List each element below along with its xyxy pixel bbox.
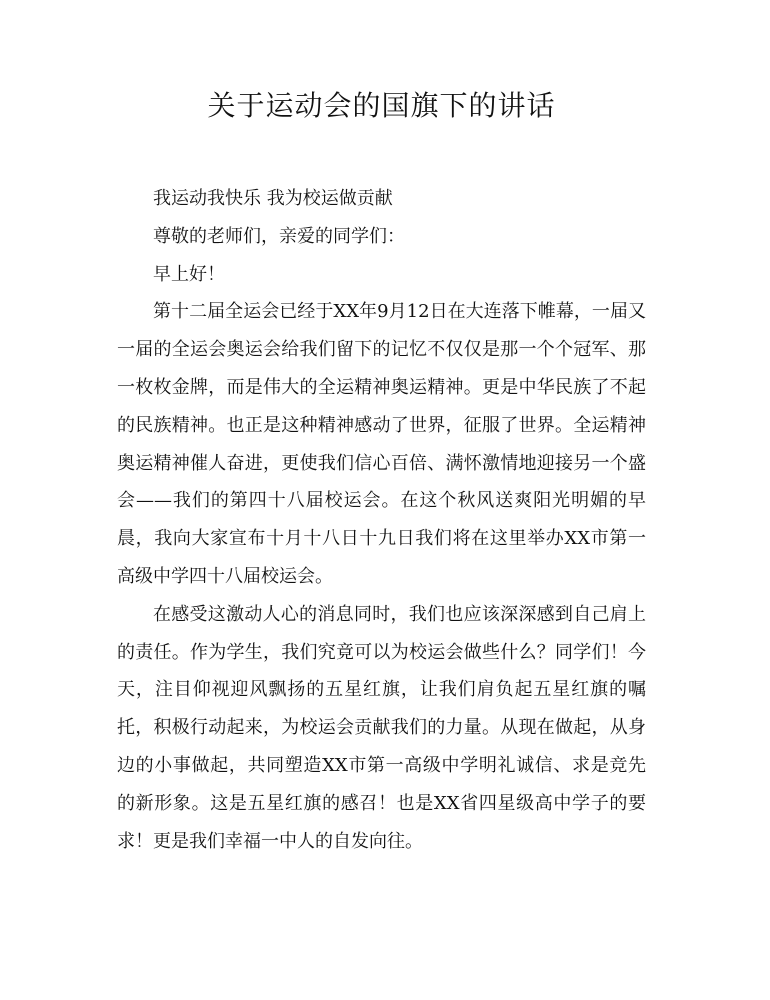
paragraph-body-1: 第十二届全运会已经于XX年9月12日在大连落下帷幕，一届又一届的全运会奥运会给我们留下的记忆不仅仅是那一个个冠军、那一枚枚金牌，而是伟大的全运精神奥运精神。更是中华民族了不起的民族精神。也正是这种精神感动了世界，征服了世界。全运精神奥运精神催人奋进，更使我们信心百倍、满怀激情地迎接另一个盛会——我们的第四十八届校运会。在这个秋风送爽阳光明媚的早晨，我向大家宣布十月十八日十九日我们将在这里举办XX市第一高级中学四十八届校运会。	[117, 301, 646, 587]
paragraph-salutation: 尊敬的老师们，亲爱的同学们：	[153, 225, 405, 247]
document-title: 关于运动会的国旗下的讲话	[207, 89, 556, 122]
document-body	[117, 180, 646, 860]
paragraph-greeting: 早上好！	[153, 263, 225, 285]
paragraph-slogan: 我运动我快乐 我为校运做贡献	[153, 188, 393, 209]
paragraph-body-2: 在感受这激动人心的消息同时，我们也应该深深感到自己肩上的责任。作为学生，我们究竟可以为校运会做些什么？同学们！今天，注目仰视迎风飘扬的五星红旗，让我们肩负起五星红旗的嘱托，积极行动起来，为校运会贡献我们的力量。从现在做起，从身边的小事做起，共同塑造XX市第一高级中学明礼诚信、求是竞先的新形象。这是五星红旗的感召！也是XX省四星级高中学子的要求！更是我们幸福一中人的自发向往。	[117, 603, 646, 852]
